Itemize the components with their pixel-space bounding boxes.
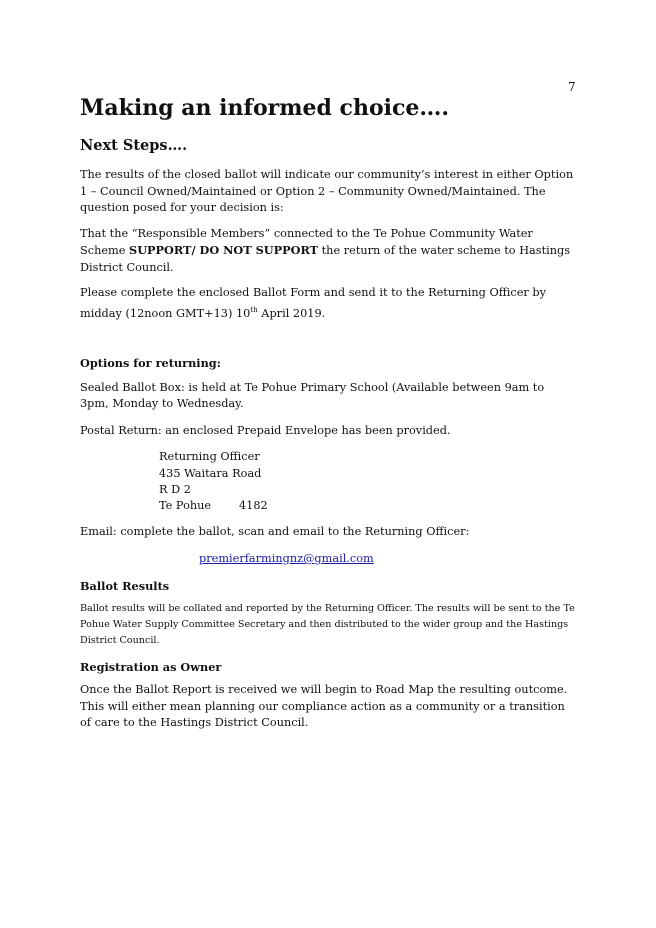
address-line-1: Returning Officer (159, 450, 260, 464)
address-town: Te Pohue (159, 499, 212, 513)
page-title: Making an informed choice…. (80, 95, 450, 121)
complete-text-after: April 2019. (257, 306, 326, 320)
question-text-before: That the “Responsible Members” connected to the Te Pohue Community Water Scheme (80, 226, 533, 257)
address-line-3: R D 2 (159, 482, 191, 496)
address-line-2: 435 Waitara Road (159, 466, 262, 480)
question-text-after: the return of the water scheme to Hastings District Council. (80, 244, 571, 274)
postal-return-paragraph: Postal Return: an enclosed Prepaid Envelope has been provided. (80, 423, 451, 437)
question-support-choice: SUPPORT/ DO NOT SUPPORT (129, 243, 319, 257)
ballot-results-paragraph: Ballot results will be collated and reported by the Returning Officer. The results will be sent to the Te Pohue Water Supply Committee Secretary and then distributed to the wider group and the Hastings District Council. (80, 602, 575, 646)
returning-officer-address (159, 449, 576, 514)
next-steps-heading: Next Steps…. (80, 137, 188, 154)
email-link[interactable]: premierfarmingnz@gmail.com (199, 551, 374, 565)
page-number: 7 (568, 80, 576, 94)
registration-heading: Registration as Owner (80, 660, 222, 675)
address-postcode: 4182 (239, 499, 268, 513)
date-ordinal-suffix: th (250, 305, 258, 314)
question-paragraph (80, 226, 576, 277)
ballot-results-heading: Ballot Results (80, 578, 170, 593)
address-town-line (159, 498, 576, 514)
email-instructions: Email: complete the ballot, scan and email to the Returning Officer: (80, 525, 470, 539)
complete-text-before: Please complete the enclosed Ballot Form and send it to the Returning Officer by midday (12noon GMT+13) 10 (80, 286, 547, 320)
intro-paragraph: The results of the closed ballot will indicate our community’s interest in either Option 1 – Council Owned/Maintained or Option 2 – Community Owned/Maintained. The question posed for your decision is: (80, 168, 574, 214)
complete-ballot-paragraph (80, 285, 576, 322)
document-body (80, 94, 576, 732)
registration-paragraph: Once the Ballot Report is received we will begin to Road Map the resulting outcome. This will either mean planning our compliance action as a community or a transition of care to the Hastings District Council. (80, 683, 568, 730)
sealed-ballot-box-paragraph: Sealed Ballot Box: is held at Te Pohue Primary School (Available between 9am to 3pm, Monday to Wednesday. (80, 380, 545, 411)
options-heading: Options for returning: (80, 355, 221, 370)
